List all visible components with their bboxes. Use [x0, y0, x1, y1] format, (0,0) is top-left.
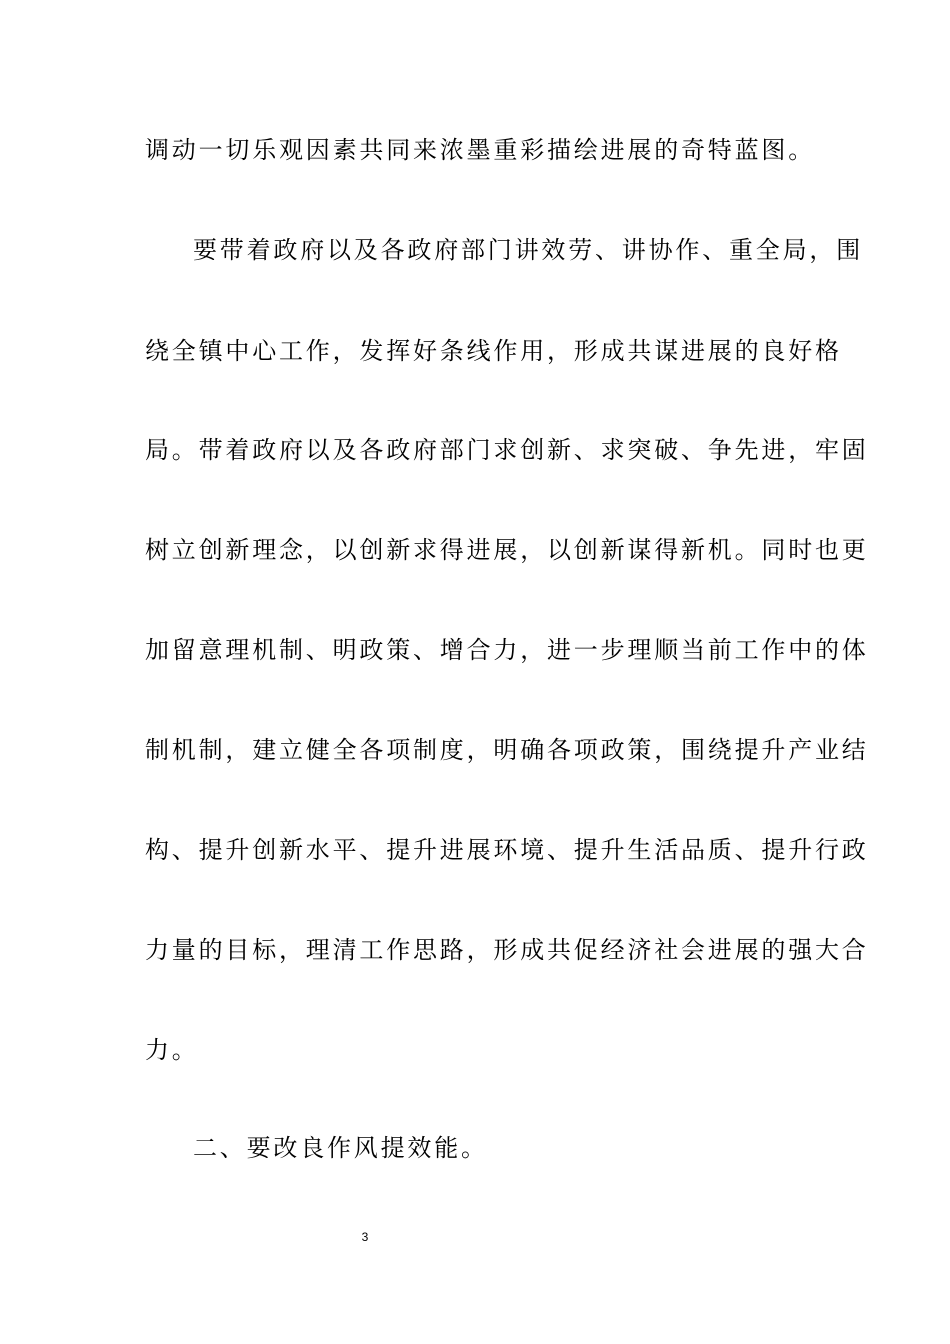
paragraph-line: 制机制，建立健全各项制度，明确各项政策，围绕提升产业结 — [145, 736, 869, 764]
paragraph-line: 加留意理机制、明政策、增合力，进一步理顺当前工作中的体 — [145, 636, 869, 664]
paragraph-line: 局。带着政府以及各政府部门求创新、求突破、争先进，牢固 — [145, 436, 869, 464]
paragraph-line: 力量的目标，理清工作思路，形成共促经济社会进展的强大合 — [145, 936, 869, 964]
page-number: 3 — [361, 1230, 369, 1244]
paragraph-line: 构、提升创新水平、提升进展环境、提升生活品质、提升行政 — [145, 836, 869, 864]
paragraph-line: 调动一切乐观因素共同来浓墨重彩描绘进展的奇特蓝图。 — [145, 136, 815, 164]
section-heading: 二、要改良作风提效能。 — [193, 1134, 488, 1162]
paragraph-line: 要带着政府以及各政府部门讲效劳、讲协作、重全局，围 — [193, 236, 863, 264]
paragraph-line: 力。 — [145, 1036, 199, 1064]
paragraph-line: 树立创新理念，以创新求得进展，以创新谋得新机。同时也更 — [145, 536, 869, 564]
paragraph-line: 绕全镇中心工作，发挥好条线作用，形成共谋进展的良好格 — [145, 337, 842, 365]
